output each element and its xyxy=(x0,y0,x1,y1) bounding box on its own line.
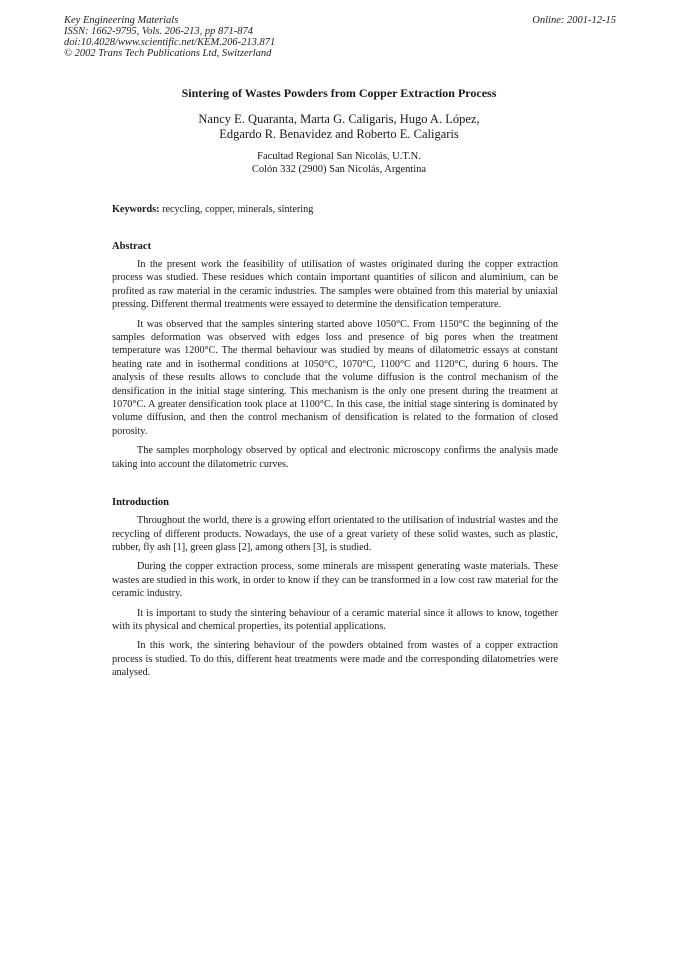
paper-title: Sintering of Wastes Powders from Copper Extraction Process xyxy=(181,86,497,100)
authors-line-1: Nancy E. Quaranta, Marta G. Caligaris, Hugo A. López, xyxy=(198,112,480,126)
online-date: Online: 2001-12-15 xyxy=(532,15,616,26)
paper-body xyxy=(112,203,558,680)
doi-line: doi:10.4028/www.scientific.net/KEM.206-213.871 xyxy=(64,37,276,48)
keywords xyxy=(112,203,558,216)
journal-name: Key Engineering Materials xyxy=(64,15,179,26)
abstract-paragraph: In the present work the feasibility of utilisation of wastes originated during the copper extraction process was studied. These residues which contain important quantities of silicon and aluminium, can be profited as raw material in the ceramic industries. The samples were obtained from this material by uniaxial pressing. Different thermal treatments were essayed to determine the densification temperature. xyxy=(112,259,558,311)
introduction-paragraph: During the copper extraction process, some minerals are misspent generating waste materials. These wastes are studied in this work, in order to know if they can be transformed in a low cost raw material for the ceramic industry. xyxy=(112,561,558,600)
introduction-heading: Introduction xyxy=(112,497,169,509)
introduction-paragraph: It is important to study the sintering behaviour of a ceramic material since it allows to know, together with its physical and chemical properties, its potential applications. xyxy=(112,607,558,632)
abstract-paragraph: The samples morphology observed by optical and electronic microscopy confirms the analysis made taking into account the dilatometric curves. xyxy=(112,445,558,470)
affiliation-line-2: Colón 332 (2900) San Nicolás, Argentina xyxy=(251,164,427,175)
journal-header xyxy=(64,15,275,59)
keywords-label: Keywords: xyxy=(112,204,160,215)
abstract-heading: Abstract xyxy=(112,241,152,252)
abstract-paragraph: It was observed that the samples sintering started above 1050°C. From 1150°C the beginning of the samples deformation was observed with edges loss and presence of big pores when the treatment temperature was 1200°C. The thermal behaviour was studied by means of dilatometric essays at constant heating rate and in isothermal conditions at 1050°C, 1070°C, 1100°C and 1120°C, during 6 hours. The analysis of these results allows to conclude that the volume diffusion is the control mechanism of the densification in the initial stage sintering. This mechanism is the only one present during the treatment at 1070°C. A greater densification took place at 1100°C. In this case, the initial stage sintering is dominated by volume diffusion, and then the control mechanism of densification is related to the formation of closed porosity. xyxy=(112,318,558,437)
affiliation-line-1: Facultad Regional San Nicolás, U.T.N. xyxy=(257,151,421,162)
copyright-line: © 2002 Trans Tech Publications Ltd, Switzerland xyxy=(64,48,272,59)
keywords-text: recycling, copper, minerals, sintering xyxy=(162,204,314,215)
authors-line-2: Edgardo R. Benavidez and Roberto E. Caligaris xyxy=(219,127,459,141)
introduction-paragraph: In this work, the sintering behaviour of the powders obtained from wastes of a copper extraction process is studied. To do this, different heat treatments were made and the corresponding dilatometries were analysed. xyxy=(112,640,558,679)
issn-line: ISSN: 1662-9795, Vols. 206-213, pp 871-874 xyxy=(64,26,253,37)
introduction-paragraph: Throughout the world, there is a growing effort orientated to the utilisation of industrial wastes and the recycling of different products. Nowadays, the use of a great variety of these solid wastes, such as plastic, rubber, fly ash [1], green glass [2], among others [3], is studied. xyxy=(112,515,558,553)
author-list xyxy=(0,112,678,142)
affiliation xyxy=(0,150,678,176)
